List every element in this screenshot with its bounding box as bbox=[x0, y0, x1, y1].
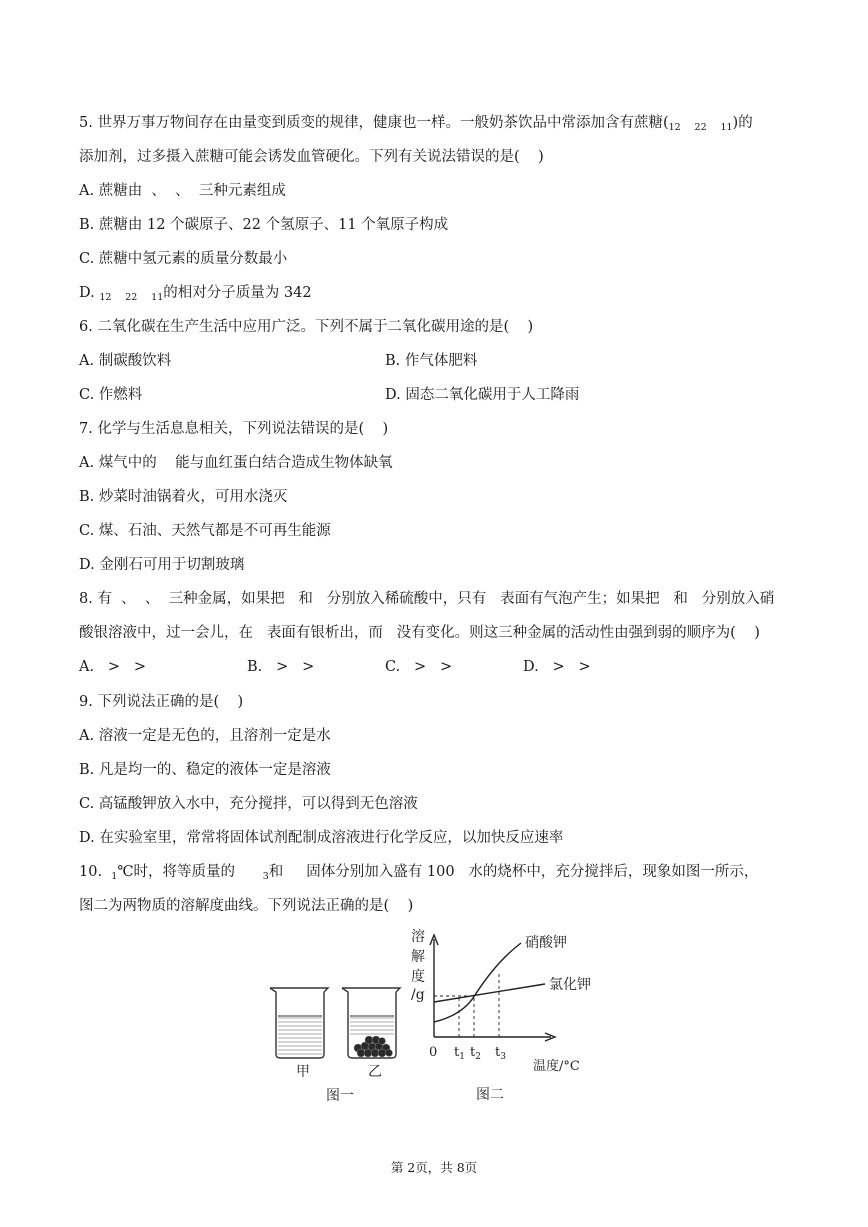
tick-t1: $t_1$ bbox=[454, 1045, 465, 1062]
q6-option-b: B. 作气体肥料 bbox=[385, 353, 478, 369]
figure2-caption: 图二 bbox=[476, 1087, 504, 1103]
q9-option-d: D. 在实验室里，常常将固体试剂配制成溶液进行化学反应，以加快反应速率 bbox=[79, 830, 564, 846]
q8-stem-line1: 8. 有 、 、 三种金属，如果把 和 分别放入稀硫酸中，只有 表面有气泡产生；如果把 和 分别放入硝 bbox=[79, 591, 775, 607]
curve-potassium-chloride bbox=[434, 984, 545, 1002]
q8-option-a: A. > > bbox=[79, 659, 147, 675]
q9-stem: 9. 下列说法正确的是( ) bbox=[79, 694, 244, 710]
x-axis-label: 温度/°C bbox=[533, 1059, 580, 1074]
curve-label-potassium-nitrate: 硝酸钾 bbox=[525, 935, 567, 951]
figure2-solubility-chart bbox=[405, 925, 605, 1107]
q7-option-d: D. 金刚石可用于切割玻璃 bbox=[79, 557, 245, 573]
q7-option-b: B. 炒菜时油锅着火，可用水浇灭 bbox=[79, 489, 288, 505]
beaker-right-label: 乙 bbox=[368, 1064, 382, 1080]
tick-t3: $t_3$ bbox=[495, 1045, 506, 1062]
q7-option-c: C. 煤、石油、天然气都是不可再生能源 bbox=[79, 523, 331, 539]
q9-option-a: A. 溶液一定是无色的，且溶剂一定是水 bbox=[79, 728, 331, 744]
y-axis-label-3: 度 bbox=[411, 969, 425, 985]
y-axis-label-2: 解 bbox=[411, 949, 425, 965]
curve-potassium-nitrate bbox=[434, 943, 521, 1022]
tick-t2: $t_2$ bbox=[470, 1045, 481, 1062]
curve-label-potassium-chloride: 氯化钾 bbox=[549, 977, 591, 993]
q5-option-c: C. 蔗糖中氢元素的质量分数最小 bbox=[79, 251, 288, 267]
q8-option-d: D. > > bbox=[523, 659, 591, 675]
undissolved-solid bbox=[354, 1036, 393, 1057]
q9-option-b: B. 凡是均一的、稳定的液体一定是溶液 bbox=[79, 762, 331, 778]
beaker-left bbox=[270, 988, 328, 1058]
q10-stem-line1: 10. $_1$℃时，将等质量的 $_3$和 固体分别加入盛有 100 水的烧杯中，充分搅拌后，现象如图一所示， bbox=[79, 864, 759, 882]
guide-lines bbox=[434, 972, 499, 1037]
q5-option-b: B. 蔗糖由 12 个碳原子、22 个氢原子、11 个氧原子构成 bbox=[79, 217, 449, 233]
q8-stem-line2: 酸银溶液中，过一会儿，在 表面有银析出，而 没有变化。则这三种金属的活动性由强到弱的顺序为( ) bbox=[79, 625, 760, 641]
beaker-left-label: 甲 bbox=[296, 1064, 310, 1080]
q10-stem-line2: 图二为两物质的溶解度曲线。下列说法正确的是( ) bbox=[79, 898, 414, 914]
figure1-caption: 图一 bbox=[326, 1088, 354, 1103]
q6-option-d: D. 固态二氧化碳用于人工降雨 bbox=[385, 387, 580, 403]
q5-stem-line1: 5. 世界万事万物间存在由量变到质变的规律，健康也一样。一般奶茶饮品中常添加含有蔗糖($_{12}$ $_{22}$ $_{11}$)的 bbox=[79, 115, 753, 133]
origin-label: 0 bbox=[429, 1045, 438, 1060]
q7-stem: 7. 化学与生活息息相关，下列说法错误的是( ) bbox=[79, 421, 389, 437]
q8-option-c: C. > > bbox=[385, 659, 453, 675]
q7-option-a: A. 煤气中的 能与血红蛋白结合造成生物体缺氧 bbox=[79, 455, 393, 471]
x-axis bbox=[434, 1033, 555, 1041]
q9-option-c: C. 高锰酸钾放入水中，充分搅拌，可以得到无色溶液 bbox=[79, 796, 418, 812]
q5-stem-line2: 添加剂，过多摄入蔗糖可能会诱发血管硬化。下列有关说法错误的是( ) bbox=[79, 149, 544, 165]
y-axis-label-4: /g bbox=[411, 987, 425, 1003]
q6-option-a: A. 制碳酸饮料 bbox=[79, 353, 172, 369]
page-footer: 第 2页，共 8页 bbox=[390, 1160, 478, 1175]
q5-option-d: D. $_{12}$ $_{22}$ $_{11}$的相对分子质量为 342 bbox=[79, 285, 312, 303]
figure1-beakers bbox=[262, 978, 422, 1103]
beaker-right bbox=[342, 988, 400, 1058]
q5-option-a: A. 蔗糖由 、 、 三种元素组成 bbox=[79, 183, 286, 199]
q8-option-b: B. > > bbox=[247, 659, 315, 675]
y-axis-label-1: 溶 bbox=[411, 929, 425, 945]
q6-option-c: C. 作燃料 bbox=[79, 387, 143, 403]
q6-stem: 6. 二氧化碳在生产生活中应用广泛。下列不属于二氧化碳用途的是( ) bbox=[79, 319, 534, 335]
